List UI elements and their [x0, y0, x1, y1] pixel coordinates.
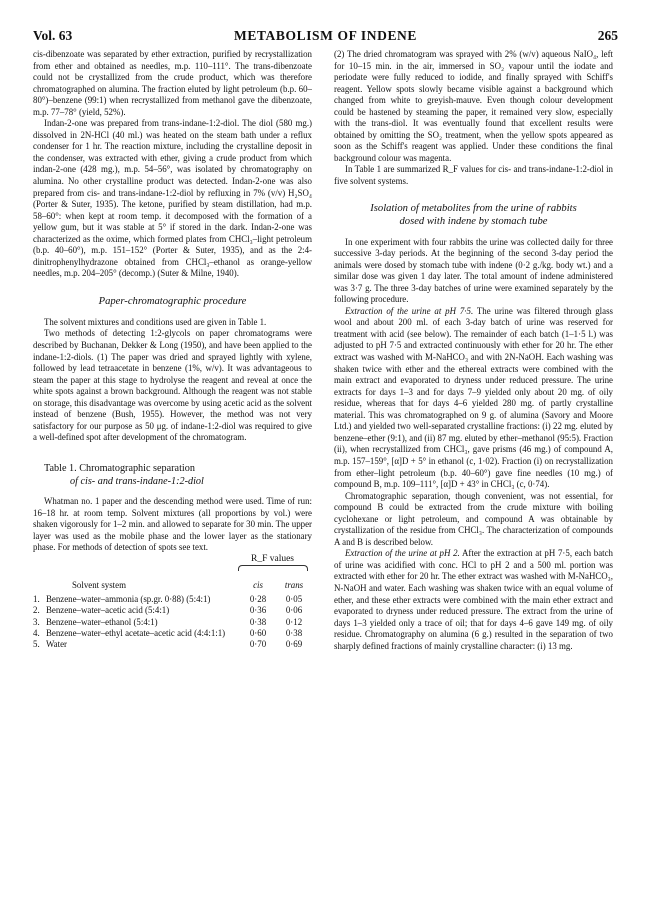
row-number: 2. [33, 605, 40, 616]
row-cis-value: 0·60 [249, 627, 267, 638]
header-trans: trans [284, 579, 304, 590]
table-row [33, 639, 312, 650]
row-trans-value: 0·05 [285, 593, 303, 604]
header-solvent-system: Solvent system [72, 579, 126, 590]
paragraph-indan-2-one: Indan-2-one was prepared from trans-indane-1:2-diol. The diol (580 mg.) dissolved in 2N-HCl (40 ml.) was heated on the steam bath under a reflux condenser for 1 hr. The reaction mixture, including the crystalline deposit in the condenser, was extracted with ether, giving a crude product from which indan-2-one (428 mg.), m.p. 54–56°, was isolated by chromatography on alumina. No other crystalline product was detected. Indan-2-one was also prepared from cis- and trans-indane-1:2-diol by refluxing in 7% (v/v) H₂SO₄ (Porter & Suter, 1935). The ketone, purified by steam distillation, had m.p. 58–60°: when kept at room temp. it decomposed with the formation of a yellow gum, but it was stable at 5° if stored in the dark. Indan-2-one was characterized as the oxime, which formed plates from CHCl₃–light petroleum (b.p. 40–60°), m.p. 151–152° (Porter & Suter, 1935), and as the 2:4-dinitrophenylhydrazone obtained from CHCl₃–ethanol as orange-yellow needles, m.p. 204–205° (decomp.) (Suter & Milne, 1940). [33, 118, 312, 279]
row-trans-value: 0·38 [285, 627, 303, 638]
row-cis-value: 0·38 [249, 616, 267, 627]
paragraph-chromatographic-separation: Chromatographic separation, though convenient, was not essential, for compound B could be extracted from the crude mixture with boiling cyclohexane or light petroleum, and compound A was obtainable by crystallization of the residue from CHCl₃. The characterization of compounds A and B is described below. [334, 490, 613, 547]
paragraph-dibenzoate: cis-dibenzoate was separated by ether extraction, purified by recrystallization from ether and obtained as needles, m.p. 110–111°. The trans-dibenzoate could not be crystallized from the crude product, which was therefore chromatographed on alumina. The fraction eluted by light petroleum (b.p. 60–80°)–benzene (99:1) when recrystallized from methanol gave the dibenzoate, m.p. 77–78° (yield, 52%). [33, 49, 312, 117]
row-number: 3. [33, 616, 40, 627]
running-header [33, 28, 618, 48]
row-solvent: Benzene–water–ethyl acetate–acetic acid (4:4:1:1) [46, 627, 226, 638]
journal-page [33, 28, 618, 896]
paragraph-detection-methods: Two methods of detecting 1:2-glycols on paper chromatograms were described by Buchanan, Dekker & Long (1950), and have been applied to the indane-1:2-diols. (1) The paper was dried and sprayed lightly with xylene, followed by lead tetraacetate in benzene (1%, w/v). It was advantageous to steam the paper at this stage to hydrolyse the reagent and reveal at once the white spots against a brown background. Although the reagent was not stable on storage, this disadvantage was overcome by using acetic acid as the solvent instead of benzene (Bush, 1955). However, the method was not very satisfactory for our purpose as 50 μg. of indane-1:2-diol was required to give a well-defined spot after development of the chromatogram. [33, 328, 312, 443]
table-caption [45, 462, 312, 488]
paragraph-experiment: In one experiment with four rabbits the urine was collected daily for three successive 3-day periods. At the beginning of the second 3-day period the animals were dosed by stomach tube with indene (0·2 g./kg. body wt.) and a similar dose was given 1 day later. The total amount of indene administered was 3·7 g. The three 3-day batches of urine were examined separately by the following procedure. [334, 236, 613, 305]
table-row [33, 628, 312, 639]
text-ph-7-5: The urine was filtered through glass wool and about 200 ml. of each 3-day batch of urine was reserved for treatment with acid (see below). The remainder of each batch (1–1·5 l.) was adjusted to pH 7·5 and extracted continuously with ether for 20 hr. The ether extract was washed with M-NaHCO₃ and with 2N-NaOH. Each washing was shaken twice with ether and the ethereal extracts were combined with the main extract and evaporated to dryness under reduced pressure. The urine extracts for days 1–3 and for days 7–9 yielded only about 20 mg. of oily residue, whereas that for days 4–6 yielded 280 mg. of partly crystalline material. This was chromatographed on 9 g. of alumina (Savory and Moore Ltd.) and yielded two well-separated crystalline fractions: (i) 22 mg. eluted by benzene–ether (9:1), and (ii) 87 mg. eluted by ether–methanol (95:5). Fraction (ii), when recrystallized from CHCl₃, gave prisms (46 mg.) of compound A, m.p. 157–159°, [α]D + 5° in ethanol (c, 1·02). Fraction (i) on recrystallization from ether–light petroleum (b.p. 40–60°) gave fine needles (10 mg.) of compound B, m.p. 109–111°, [α]D + 43° in CHCl₃ (c, 0·74). [334, 305, 613, 490]
table-row [33, 594, 312, 605]
rf-values-label: R_F values [250, 553, 294, 564]
subheading-ph-7-5: Extraction of the urine at pH 7·5. [345, 305, 474, 316]
section-heading-line2: dosed with indene by stomach tube [399, 215, 548, 227]
right-column [334, 49, 613, 652]
running-title: METABOLISM OF INDENE [233, 28, 418, 43]
paragraph-solvent-mixtures: The solvent mixtures and conditions used are given in Table 1. [44, 316, 267, 327]
row-solvent: Benzene–water–acetic acid (5:4:1) [46, 605, 170, 616]
table-caption-line1: Table 1. Chromatographic separation [44, 462, 195, 474]
paragraph-extraction-ph-2 [334, 548, 613, 652]
table-row [33, 617, 312, 628]
volume-label: Vol. 63 [33, 28, 73, 43]
row-solvent: Benzene–water–ethanol (5:4:1) [46, 616, 158, 627]
paragraph-rf-summary: In Table 1 are summarized R_F values for cis- and trans-indane-1:2-diol in five solvent systems. [334, 164, 613, 187]
table-header-row [33, 580, 312, 594]
header-cis: cis [253, 579, 263, 590]
paragraph-extraction-ph-7-5 [334, 306, 613, 491]
row-trans-value: 0·12 [285, 616, 303, 627]
section-heading-paper-chromatography: Paper-chromatographic procedure [98, 295, 247, 307]
row-cis-value: 0·70 [249, 639, 267, 650]
row-trans-value: 0·69 [285, 639, 303, 650]
row-solvent: Water [46, 639, 67, 650]
two-column-body [33, 49, 618, 896]
row-number: 4. [33, 627, 40, 638]
row-number: 1. [33, 593, 40, 604]
table-caption-line2: of cis- and trans-indane-1:2-diol [70, 475, 204, 487]
section-heading-isolation [334, 202, 613, 228]
rf-table [33, 580, 312, 651]
rf-values-header [33, 554, 312, 576]
row-trans-value: 0·06 [285, 605, 303, 616]
text-ph-2: After the extraction at pH 7·5, each batch of urine was acidified with conc. HCl to pH 2 and a 500 ml. portion was extracted with ether for 20 hr. The ether extract was washed with M-NaHCO₃, N-NaOH and water. Each washing was shaken twice with an equal volume of ether, and these ether extracts were combined with the main ether extract and evaporated to dryness under reduced pressure. The extract from the urine of days 1–3 yielded only a trace of oil; that for days 4–6 gave 149 mg. of oily residue. Chromatography on alumina (6 g.) resulted in the separation of two sharply defined fractions of mainly crystalline character: (i) 13 mg. [334, 548, 613, 651]
page-number: 265 [597, 28, 618, 43]
paragraph-periodate-method: (2) The dried chromatogram was sprayed with 2% (w/v) aqueous NaIO₄, left for 10–15 min. in the air, immersed in SO₂ vapour until the iodate and periodate were fully reduced to iodide, and finally sprayed with Schiff's reagent. Yellow spots slowly became visible against a background which changed from white to greyish-mauve. Even though colour development could be hastened by steaming the paper, it remained very slow, especially with the trans-diol. It was eventually found that excellent results were obtained by omitting the SO₂ treatment, when the yellow spots appeared as soon as the Schiff's reagent was applied. Under these conditions the final background colour was magenta. [334, 49, 613, 163]
row-solvent: Benzene–water–ammonia (sp.gr. 0·88) (5:4:1) [46, 593, 211, 604]
row-cis-value: 0·36 [249, 605, 267, 616]
table-row [33, 605, 312, 616]
row-cis-value: 0·28 [249, 593, 267, 604]
rf-brace [238, 565, 308, 571]
subheading-ph-2: Extraction of the urine at pH 2. [345, 548, 460, 559]
row-number: 5. [33, 639, 40, 650]
section-heading-line1: Isolation of metabolites from the urine of rabbits [370, 202, 577, 214]
left-column [33, 49, 312, 650]
table-note: Whatman no. 1 paper and the descending method were used. Time of run: 16–18 hr. at room temp. Solvent mixtures (all proportions by vol.) were shaken vigorously for 1–2 min. and allowed to separate for 30 min. The upper layer was used as the mobile phase and the lower layer as the stationary phase. For methods of detection of spots see text. [33, 495, 312, 553]
